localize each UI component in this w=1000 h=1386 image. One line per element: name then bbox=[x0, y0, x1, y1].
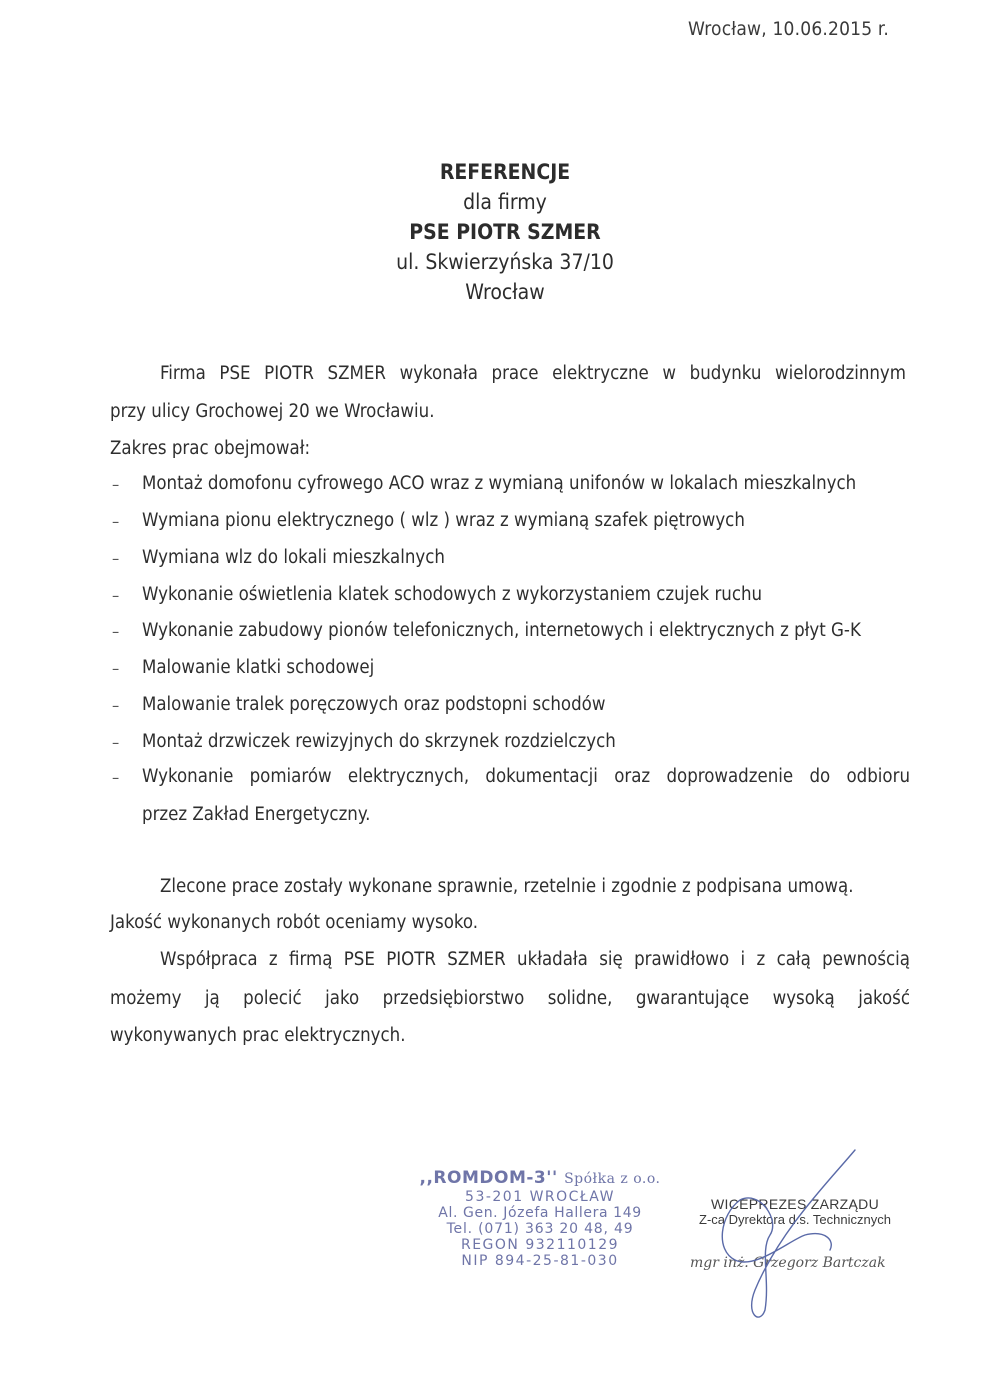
intro-line-1: Firma PSE PIOTR SZMER wykonała prace elektryczne w budynku wielorodzinnym bbox=[160, 363, 906, 384]
bullet-dash: – bbox=[112, 733, 120, 752]
stamp-line-2: 53-201 WROCŁAW bbox=[465, 1189, 615, 1205]
stamp-line-1 bbox=[416, 1168, 664, 1189]
paragraph-3-line-1: Współpraca z firmą PSE PIOTR SZMER układała się prawidłowo i z całą pewnością bbox=[160, 949, 910, 970]
paragraph-3-line-2: możemy ją polecić jako przedsiębiorstwo solidne, gwarantujące wysoką jakość bbox=[110, 988, 910, 1009]
heading-subtitle: dla firmy bbox=[463, 190, 547, 214]
bullet-dash: – bbox=[112, 549, 120, 568]
heading-street: ul. Skwierzyńska 37/10 bbox=[396, 250, 614, 274]
heading-city: Wrocław bbox=[465, 280, 545, 304]
bullet-dash: – bbox=[112, 659, 120, 678]
signature-stroke bbox=[722, 1150, 855, 1317]
signatory-name: mgr inż. Grzegorz Bartczak bbox=[690, 1255, 886, 1271]
scope-item: Wykonanie pomiarów elektrycznych, dokumentacji oraz doprowadzenie do odbioru bbox=[142, 766, 910, 787]
company-stamp bbox=[416, 1168, 664, 1269]
scope-item: Malowanie klatki schodowej bbox=[142, 657, 375, 678]
signatory-title-2: Z-ca Dyrektora d.s. Technicznych bbox=[699, 1212, 891, 1227]
bullet-dash: – bbox=[112, 622, 120, 641]
scope-label: Zakres prac obejmował: bbox=[110, 438, 311, 459]
bullet-dash: – bbox=[112, 768, 120, 787]
intro-line-2: przy ulicy Grochowej 20 we Wrocławiu. bbox=[110, 401, 435, 422]
stamp-line-5: REGON 932110129 bbox=[460, 1237, 620, 1253]
handwritten-signature bbox=[660, 1140, 920, 1330]
scope-item: Wykonanie zabudowy pionów telefonicznych, internetowych i elektrycznych z płyt G-K bbox=[142, 620, 861, 641]
scope-item: Wykonanie oświetlenia klatek schodowych z wykorzystaniem czujek ruchu bbox=[142, 584, 763, 605]
bullet-dash: – bbox=[112, 586, 120, 605]
stamp-company-suffix: Spółka z o.o. bbox=[564, 1171, 661, 1187]
scope-item-continuation: przez Zakład Energetyczny. bbox=[142, 804, 371, 825]
heading-company: PSE PIOTR SZMER bbox=[409, 220, 601, 244]
heading-title: REFERENCJE bbox=[439, 160, 571, 184]
place-date: Wrocław, 10.06.2015 r. bbox=[688, 18, 890, 40]
heading-block bbox=[300, 157, 710, 307]
bullet-dash: – bbox=[112, 512, 120, 531]
bullet-dash: – bbox=[112, 475, 120, 494]
scope-item: Wymiana pionu elektrycznego ( wlz ) wraz z wymianą szafek piętrowych bbox=[142, 510, 745, 531]
scope-item: Wymiana wlz do lokali mieszkalnych bbox=[142, 547, 445, 568]
stamp-company-name: ,,ROMDOM-3'' bbox=[419, 1168, 558, 1188]
paragraph-2-line-2: Jakość wykonanych robót oceniamy wysoko. bbox=[110, 912, 479, 933]
bullet-dash: – bbox=[112, 696, 120, 715]
scope-item: Malowanie tralek poręczowych oraz podstopni schodów bbox=[142, 694, 606, 715]
stamp-line-6: NIP 894-25-81-030 bbox=[461, 1253, 619, 1269]
stamp-line-4: Tel. (071) 363 20 48, 49 bbox=[446, 1221, 634, 1237]
stamp-line-3: Al. Gen. Józefa Hallera 149 bbox=[438, 1205, 642, 1221]
scope-item: Montaż drzwiczek rewizyjnych do skrzynek rozdzielczych bbox=[142, 731, 616, 752]
scope-item: Montaż domofonu cyfrowego ACO wraz z wymianą unifonów w lokalach mieszkalnych bbox=[142, 473, 857, 494]
signatory-title-1: WICEPREZES ZARZĄDU bbox=[711, 1196, 879, 1212]
paragraph-2-line-1: Zlecone prace zostały wykonane sprawnie, rzetelnie i zgodnie z podpisana umową. bbox=[160, 876, 854, 897]
paragraph-3-line-3: wykonywanych prac elektrycznych. bbox=[110, 1025, 406, 1046]
